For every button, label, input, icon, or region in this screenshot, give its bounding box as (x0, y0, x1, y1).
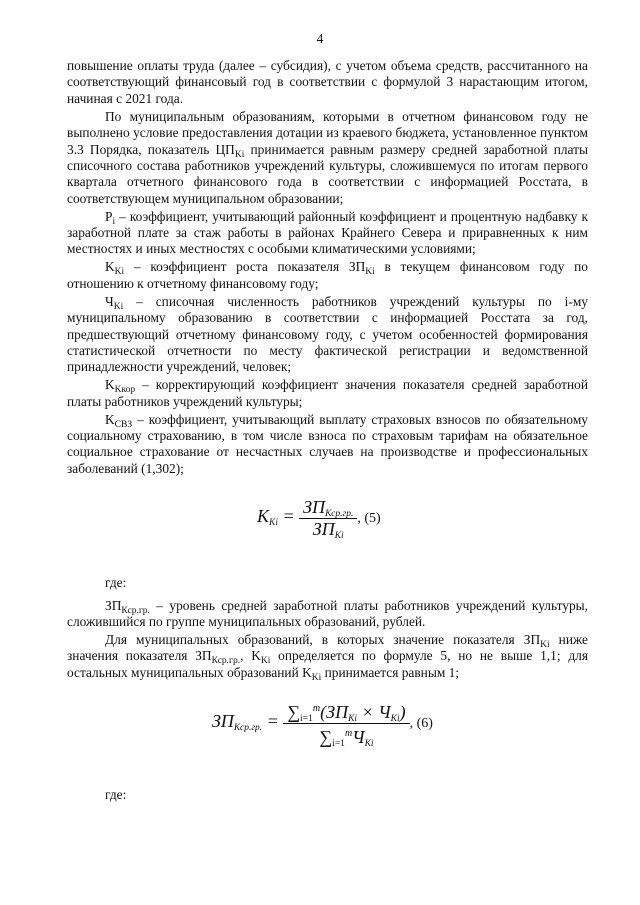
formula-6-fraction: $\frac{\sum_{i=1}^m(ЗП_{Ki} \times Ч_{Ki})}{\sum_{i=1}^mЧ_{Ki}}$ (283, 701, 409, 745)
document-body (67, 58, 588, 810)
paragraph-kkor-definition: $K_{Kкор}$ – корректирующий коэффициент значения показателя средней заработной платы работников учреждений культуры; (67, 377, 588, 409)
where-label-2: где: (105, 787, 127, 803)
paragraph-k-definition: $K_{Ki}$ – коэффициент роста показателя $ЗП_{Ki}$ в текущем финансовом году по отношению к отчетному финансовому году; (67, 259, 588, 291)
where-label-1: где: (105, 575, 127, 591)
page-number: 4 (316, 31, 324, 46)
formula-6-expression: $ЗП_{Кср.гр.}$ = $\frac{\sum_{i=1}^m(ЗП_{Ki} \times Ч_{Ki})}{\sum_{i=1}^mЧ_{Ki}}$ , (6) (212, 702, 433, 749)
formula-5-number: , (5) (357, 511, 381, 527)
formula-6-number: , (6) (409, 716, 433, 732)
paragraph-zp-group-definition: $ЗП_{Кср.гр.}$ – уровень средней заработной платы работников учреждений культуры, сложившийся по группе муниципальных образований, рублей. (67, 597, 588, 629)
paragraph-p-definition: $P_i$ – коэффициент, учитывающий районный коэффициент и процентную надбавку к заработной плате за стаж работы в районах Крайнего Севера и приравненных к ним местностях и иных местностях с особыми климатическими условиями; (67, 208, 588, 257)
paragraph-continuation: повышение оплаты труда (далее – субсидия), с учетом объема средств, рассчитанного на соответствующий финансовый год в соответствии с формулой 3 нарастающим итогом, начиная с 2021 года. (67, 58, 588, 106)
formula-5-expression: $K_{Ki}$ = $\frac{ЗП_{Кср.гр.}}{ЗП_{Ki}}$ , (5) (257, 497, 381, 541)
paragraph-condition: Для муниципальных образований, в которых значение показателя $ЗП_{Ki}$ ниже значения показателя $ЗП_{Кср.гр.}$, $K_{Ki}$ определяется по формуле 5, но не выше 1,1; для остальных муниципальных образований $K_{Ki}$ принимается равным 1; (67, 631, 589, 683)
formula-5-fraction: $\frac{ЗП_{Кср.гр.}}{ЗП_{Ki}}$ (299, 499, 357, 537)
formula-5 (67, 493, 588, 567)
formula-6 (67, 695, 588, 779)
paragraph-ksvz-definition: $K_{СВЗ}$ – коэффициент, учитывающий выплату страховых взносов по обязательному социальному страхованию, в том числе взноса по страховым тарифам на обязательное социальное страхование от несчастных случаев на производстве и профессиональных заболеваний (1,302); (67, 411, 588, 476)
paragraph-ch-definition: $Ч_{Ki}$ – списочная численность работников учреждений культуры по i-му муниципальному образованию в соответствии с информацией Росстата за год, предшествующий отчетному финансовому году, с учетом особенностей формирования статистической отчетности по месту фактической регистрации и ведомственной принадлежности учреждений, человек; (67, 293, 588, 375)
paragraph-cp-definition: По муниципальным образованиям, которыми в отчетном финансовом году не выполнено условие предоставления дотации из краевого бюджета, установленное пунктом 3.3 Порядка, показатель $ЦП_{Ki}$ принимается равным размеру средней заработной платы списочного состава работников учреждений культуры, сложившемуся по итогам первого квартала отчетного финансового года в соответствии с информацией Росстата, в соответствующем муниципальном образовании; (67, 108, 588, 206)
